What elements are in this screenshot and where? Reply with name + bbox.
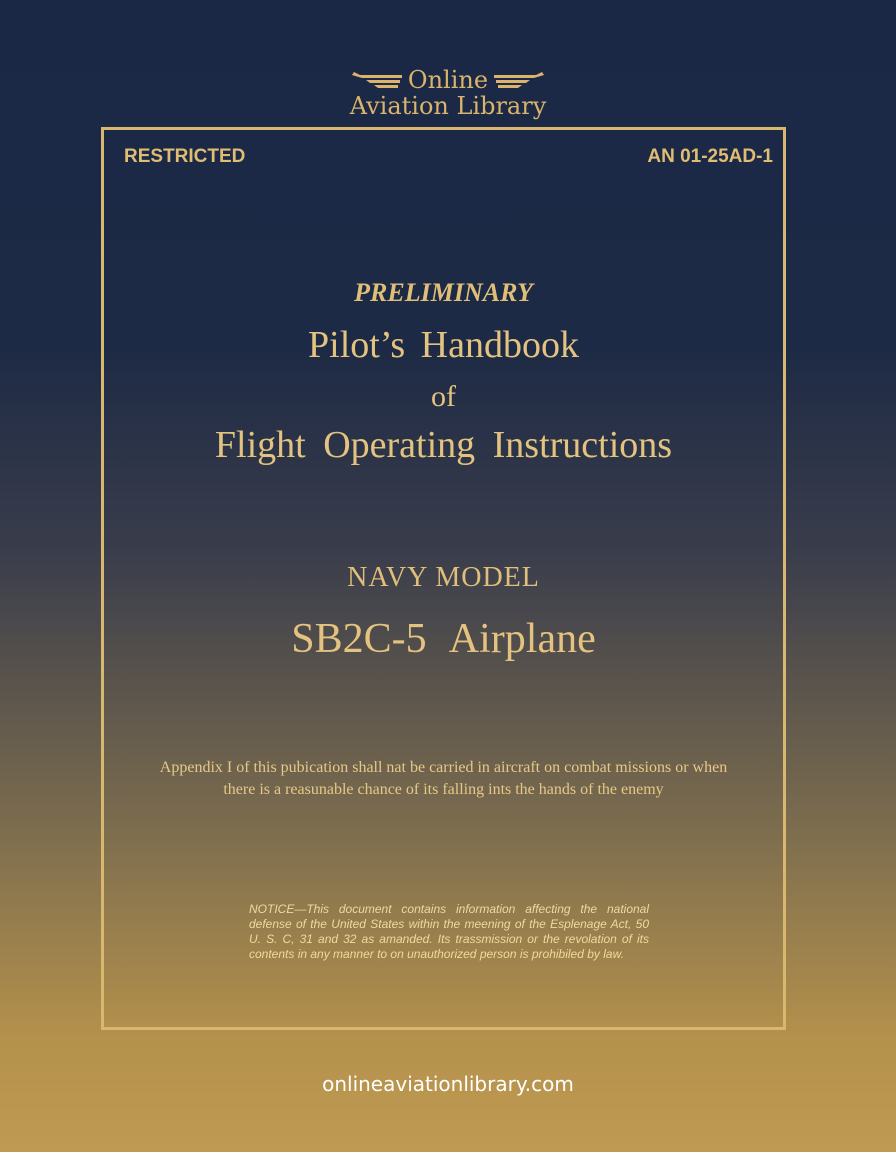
left-wing-icon bbox=[352, 72, 402, 88]
navy-model-label: NAVY MODEL bbox=[347, 562, 540, 593]
legal-notice: NOTICE—This document contains information affecting the national defense of the United States within the meening of the Esplenage Act, 50 U. S. C, 31 and 32 as amanded. Its trassmission or the revolation of its contents in any manner to on unauthorized person is prohibiled by law. bbox=[249, 902, 649, 961]
document-number: AN 01-25AD-1 bbox=[647, 146, 773, 167]
appendix-line1: Appendix I of this pubication shall nat be carried in aircraft on combat missions or when bbox=[159, 759, 728, 776]
footer-url[interactable]: onlineaviationlibrary.com bbox=[322, 1072, 574, 1096]
appendix-line2: there is a reasunable chance of its falling ints the hands of the enemy bbox=[223, 781, 664, 798]
preliminary-label: PRELIMINARY bbox=[354, 278, 533, 307]
title-line1: Pilot’s Handbook bbox=[308, 324, 579, 366]
restricted-label: RESTRICTED bbox=[124, 146, 246, 167]
model-name: SB2C-5 Airplane bbox=[291, 616, 596, 662]
logo-line1: Online bbox=[407, 66, 489, 94]
appendix-notice bbox=[104, 757, 783, 801]
logo-line2: Aviation Library bbox=[349, 92, 547, 120]
site-logo bbox=[0, 66, 896, 120]
right-wing-icon bbox=[494, 72, 544, 88]
cover-frame bbox=[101, 127, 786, 1030]
title-line3: Flight Operating Instructions bbox=[214, 424, 673, 466]
title-line2: of bbox=[431, 380, 456, 413]
